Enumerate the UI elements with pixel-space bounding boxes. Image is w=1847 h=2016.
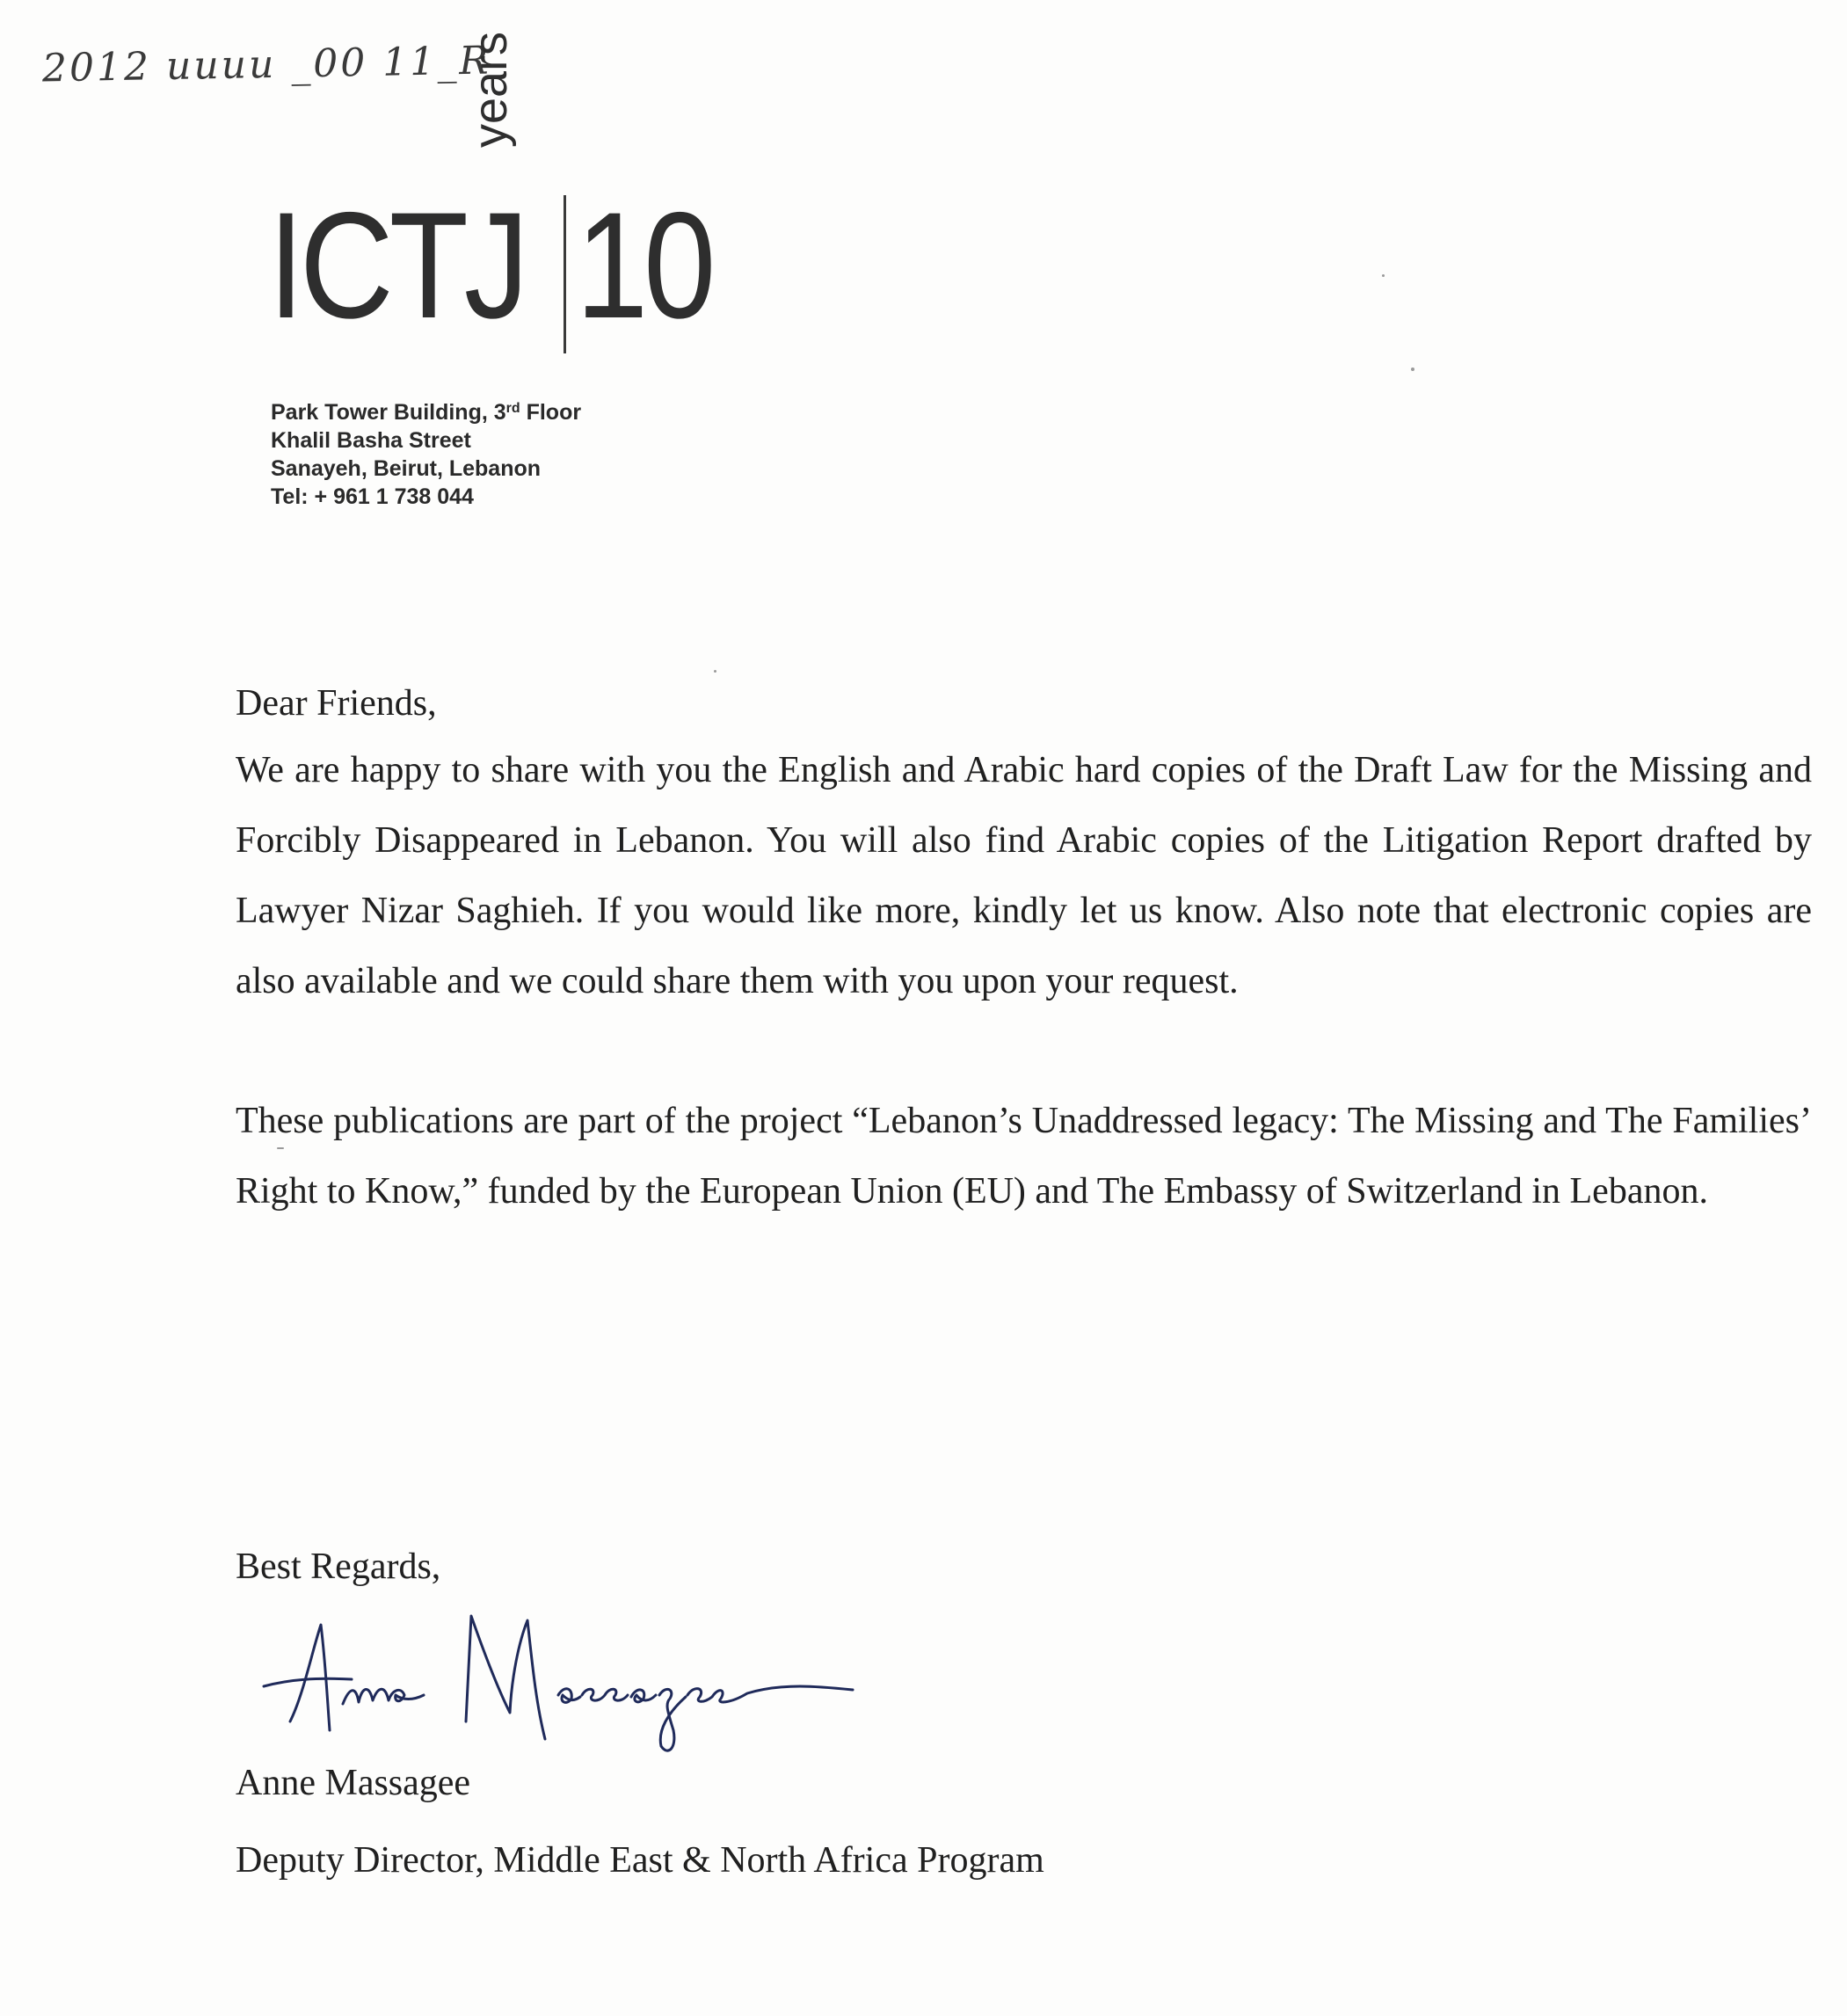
handwritten-signature	[255, 1598, 1029, 1774]
logo-years-label: years	[464, 31, 517, 148]
paragraph-2: These publications are part of the project “Lebanon’s Unaddressed legacy: The Missing and The Families’ Right to Know,” funded by the European Union (EU) and The Embassy of Switzerland in Lebanon.	[236, 1101, 1812, 1212]
logo-name: ICTJ	[268, 181, 525, 350]
ictj-logo	[268, 181, 796, 353]
logo-years	[464, 31, 580, 200]
address-line-1: Park Tower Building, 3rd Floor	[271, 400, 582, 425]
paragraph-1: We are happy to share with you the English and Arabic hard copies of the Draft Law for the Missing and Forcibly Disappeared in Lebanon. You will also find Arabic copies of the Litigation Report drafted by Lawyer Nizar Saghieh. If you would like more, kindly let us know. Also note that electronic copies are also available and we could share them with you upon your request.	[236, 750, 1812, 1001]
paper-speck	[277, 1147, 284, 1149]
salutation: Dear Friends,	[236, 683, 437, 724]
signer-title: Deputy Director, Middle East & North Africa Program	[236, 1840, 1044, 1881]
letter-body	[236, 677, 1812, 1226]
address-line-3: Sanayeh, Beirut, Lebanon	[271, 456, 542, 481]
logo-number: 10	[576, 181, 712, 350]
signer-name: Anne Massagee	[236, 1763, 471, 1803]
sender-address	[271, 398, 581, 511]
address-line-4: Tel: + 961 1 738 044	[271, 484, 474, 509]
paper-speck	[714, 670, 716, 673]
address-line-2: Khalil Basha Street	[271, 428, 471, 453]
paper-speck	[1382, 274, 1385, 277]
paper-speck	[1411, 368, 1414, 371]
closing: Best Regards,	[236, 1547, 441, 1587]
handwritten-archive-note: 2012 uuuu _00 11_R	[41, 38, 491, 91]
logo-divider	[564, 195, 566, 353]
